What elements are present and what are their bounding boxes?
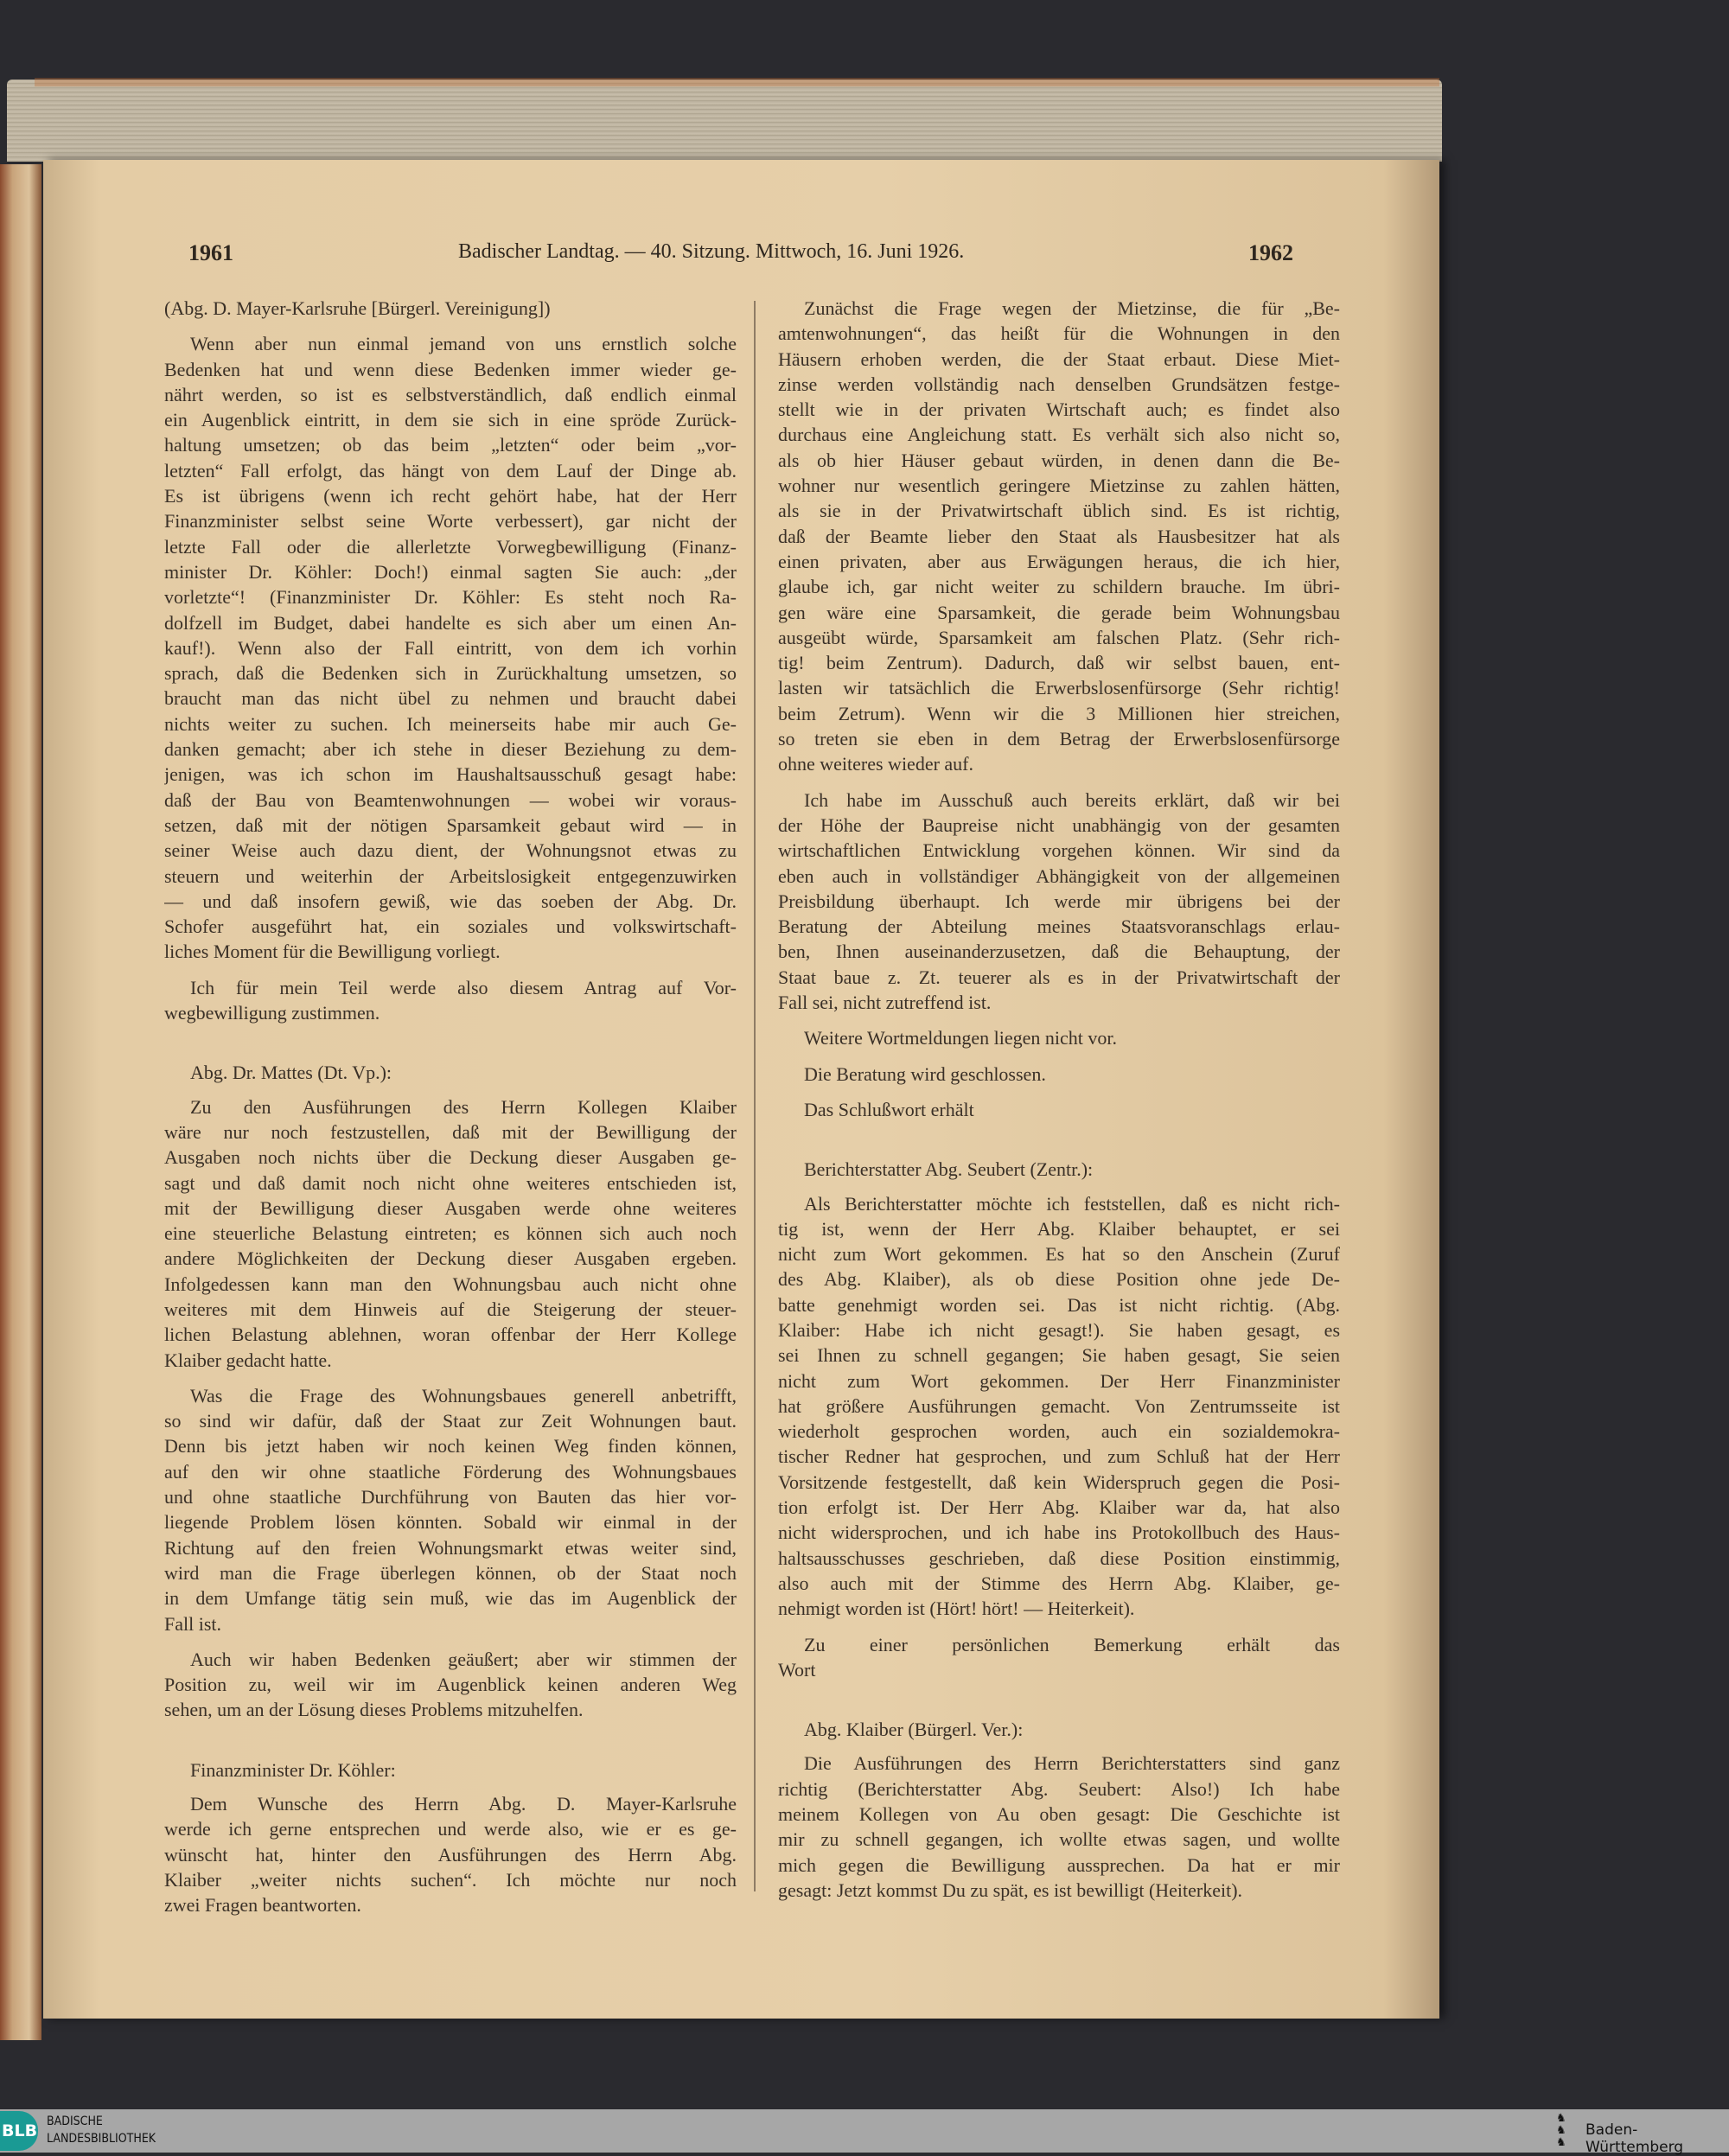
text-line: wünscht hat, hinter den Ausführungen des Herrn Abg.: [164, 1843, 737, 1866]
text-line: einen privaten, aber aus Erwägungen heraus, die ich hier,: [778, 550, 1340, 572]
text-line: wird man die Frage überlegen können, ob der Staat noch: [164, 1561, 737, 1584]
text-line: haltung umsetzen; ob das beim „letzten“ oder beim „vor-: [164, 434, 737, 456]
text-line: Klaiber gedacht hatte.: [164, 1349, 332, 1371]
book-page-stack: [7, 80, 1442, 162]
text-line: Klaiber „weiter nichts suchen“. Ich möchte nur noch: [164, 1868, 737, 1891]
text-line: Wenn aber nun einmal jemand von uns ernstlich solche: [190, 333, 737, 355]
text-line: Dem Wunsche des Herrn Abg. D. Mayer-Karlsruhe: [190, 1793, 737, 1815]
text-line: daß der Beamte lieber den Staat als Hausbesitzer hat als: [778, 525, 1340, 547]
text-line: Berichterstatter Abg. Seubert (Zentr.):: [804, 1158, 1094, 1181]
text-line: so sind wir dafür, daß der Staat zur Zeit Wohnungen baut.: [164, 1410, 737, 1432]
text-line: gen wäre eine Sparsamkeit, die gerade beim Wohnungsbau: [778, 601, 1340, 623]
text-line: Zu den Ausführungen des Herrn Kollegen Klaiber: [190, 1095, 737, 1118]
text-line: Zunächst die Frage wegen der Mietzinse, die für „Be-: [804, 297, 1340, 319]
text-line: tig ist, wenn der Herr Abg. Klaiber behauptet, er sei: [778, 1217, 1340, 1240]
text-line: Infolgedessen kann man den Wohnungsbau auch nicht ohne: [164, 1273, 737, 1295]
text-line: Position zu, weil wir im Augenblick keinen anderen Weg: [164, 1674, 737, 1696]
speaker-heading: [778, 1717, 1340, 1742]
speaker-continuation: [164, 296, 737, 321]
text-line: mir zu schnell gegangen, ich wollte etwas sagen, und wollte: [778, 1828, 1340, 1851]
text-line: Auch wir haben Bedenken geäußert; aber wir stimmen der: [190, 1648, 737, 1670]
speaker-heading: [164, 1757, 737, 1783]
text-line: so treten sie eben in dem Betrag der Erwerbslosenfürsorge: [778, 728, 1340, 750]
text-line: Häusern erhoben werden, die der Staat erbaut. Diese Miet-: [778, 348, 1340, 370]
text-line: meinem Kollegen von Au oben gesagt: Die Geschichte ist: [778, 1803, 1340, 1826]
library-name-line2: LANDESBIBLIOTHEK: [47, 2132, 156, 2146]
paragraph: [164, 1647, 737, 1723]
text-line: daß der Bau von Beamtenwohnungen — wobei wir voraus-: [164, 788, 737, 811]
text-line: Bedenken hat und wenn diese Bedenken immer wieder ge-: [164, 358, 737, 380]
text-line: ein Augenblick eintritt, in dem sie sich in eine spröde Zurück-: [164, 409, 737, 431]
paragraph: [778, 296, 1340, 777]
text-line: sehen, um an der Lösung dieses Problems mitzuhelfen.: [164, 1699, 584, 1721]
paragraph: [778, 1191, 1340, 1622]
text-line: stellt wie in der privaten Wirtschaft auch; es findet also: [778, 399, 1340, 421]
text-line: wiederholt gesprochen worden, auch ein sozialdemokra-: [778, 1420, 1340, 1443]
text-line: Finanzminister Dr. Köhler:: [190, 1758, 396, 1781]
text-line: Klaiber: Habe ich nicht gesagt!). Sie haben gesagt, es: [778, 1318, 1340, 1341]
paragraph: [778, 1025, 1340, 1050]
text-line: ausgeübt würde, Sparsamkeit am falschen Platz. (Sehr rich-: [778, 626, 1340, 648]
text-line: auf den wir ohne staatliche Förderung des Wohnungsbaues: [164, 1460, 737, 1483]
paragraph: [164, 1094, 737, 1373]
page-number-left: 1961: [188, 240, 233, 265]
text-line: nichts weiter zu suchen. Ich meinerseits habe mir auch Ge-: [164, 712, 737, 735]
text-line: als ob hier Häuser gebaut würden, in denen dann die Be-: [778, 449, 1340, 471]
text-line: letzten“ Fall erfolgt, das hängt von dem Lauf der Dinge ab.: [164, 459, 737, 482]
text-line: liches Moment für die Bewilligung vorliegt.: [164, 941, 501, 963]
text-line: Fall ist.: [164, 1612, 222, 1635]
text-line: Zu einer persönlichen Bemerkung erhält das: [804, 1633, 1340, 1655]
text-line: sei Ihnen zu schnell gegangen; Sie haben gesagt, Sie seien: [778, 1344, 1340, 1367]
text-line: Fall sei, nicht zutreffend ist.: [778, 992, 992, 1014]
text-line: lasten wir tatsächlich die Erwerbslosenfürsorge (Sehr richtig!: [778, 677, 1340, 699]
text-line: durchaus eine Angleichung statt. Es verhält sich also nicht so,: [778, 424, 1340, 446]
text-line: steuern und weiterhin der Arbeitslosigkeit entgegenzuwirken: [164, 864, 737, 887]
text-line: wäre nur noch festzustellen, daß mit der Bewilligung der: [164, 1120, 737, 1143]
text-line: nicht zum Wort gekommen. Der Herr Finanzminister: [778, 1369, 1340, 1392]
text-line: dolfzell im Budget, dabei handelte es sich aber um einen An-: [164, 611, 737, 634]
book-edge: [35, 78, 1439, 86]
text-line: Beratung der Abteilung meines Staatsvoranschlags erlau-: [778, 915, 1340, 938]
text-line: Ich für mein Teil werde also diesem Antrag auf Vor-: [190, 976, 737, 998]
speaker-heading: [778, 1157, 1340, 1182]
text-line: Abg. Dr. Mattes (Dt. Vp.):: [190, 1062, 392, 1084]
text-line: ben, Ihnen auseinanderzusetzen, daß die Behauptung, der: [778, 941, 1340, 963]
blb-logo[interactable]: BLB: [0, 2111, 38, 2151]
speaker-heading: [164, 1060, 737, 1085]
text-line: Das Schlußwort erhält: [804, 1098, 974, 1120]
text-line: wohner nur wesentlich geringere Mietzinse zu zahlen hätten,: [778, 475, 1340, 497]
state-coat-of-arms-icon: ♞ ♞ ♞: [1556, 2112, 1566, 2149]
text-line: vorletzte“! (Finanzminister Dr. Köhler: Es steht noch Ra-: [164, 586, 737, 609]
paragraph: [778, 1062, 1340, 1087]
page-number-right: 1962: [1248, 240, 1293, 265]
text-line: der Höhe der Baupreise nicht unabhängig von der gesamten: [778, 813, 1340, 836]
text-line: eben auch in vollständiger Abhängigkeit von der allgemeinen: [778, 864, 1340, 887]
text-line: Es ist übrigens (wenn ich recht gehört habe, hat der Herr: [164, 485, 737, 507]
text-line: Ich habe im Ausschuß auch bereits erklärt, daß wir bei: [804, 788, 1340, 811]
text-line: braucht man das nicht übel zu nehmen und braucht dabei: [164, 687, 737, 710]
text-line: nicht widersprochen, und ich habe ins Protokollbuch des Haus-: [778, 1521, 1340, 1544]
paragraph: [778, 788, 1340, 1016]
text-line: Schofer ausgeführt hat, ein soziales und volkswirtschaft-: [164, 915, 737, 938]
text-line: Als Berichterstatter möchte ich feststellen, daß es nicht rich-: [804, 1192, 1340, 1215]
text-line: in dem Umfange tätig sein muß, wie das im Augenblick der: [164, 1587, 737, 1610]
text-line: seiner Weise auch dazu dient, der Wohnungsnot etwas zu: [164, 839, 737, 862]
text-line: Ausgaben noch nichts über die Deckung dieser Ausgaben ge-: [164, 1146, 737, 1169]
text-line: sagt und daß damit noch nicht ohne weiteres entschieden ist,: [164, 1171, 737, 1194]
text-line: andere Möglichkeiten der Deckung dieser Ausgaben ergeben.: [164, 1247, 737, 1270]
text-line: mich gegen die Bewilligung aussprechen. Da hat er mir: [778, 1853, 1340, 1876]
text-line: Abg. Klaiber (Bürgerl. Ver.):: [804, 1719, 1024, 1741]
library-name-line1: BADISCHE: [47, 2115, 103, 2128]
paragraph: [164, 331, 737, 964]
text-line: weiteres mit dem Hinweis auf die Steigerung der steuer-: [164, 1298, 737, 1320]
paragraph: [778, 1632, 1340, 1683]
state-logo-text[interactable]: Baden-Württemberg: [1585, 2121, 1684, 2156]
text-line: Die Ausführungen des Herrn Berichterstatters sind ganz: [804, 1752, 1340, 1775]
text-line: Weitere Wortmeldungen liegen nicht vor.: [804, 1027, 1118, 1049]
left-page-edge: [0, 164, 41, 2040]
text-line: — und daß insofern gewiß, wie das soeben der Abg. Dr.: [164, 890, 737, 912]
text-line: also auch mit der Stimme des Herrn Abg. Klaiber, ge-: [778, 1572, 1340, 1594]
text-line: Staat baue z. Zt. teuerer als es in der Privatwirtschaft der: [778, 966, 1340, 988]
left-column: [164, 296, 737, 1929]
text-line: letzte Fall oder die allerletzte Vorwegbewilligung (Finanz-: [164, 535, 737, 558]
text-line: Was die Frage des Wohnungsbaues generell anbetrifft,: [190, 1384, 737, 1407]
text-line: tig! beim Zentrum). Dadurch, daß wir selbst bauen, ent-: [778, 652, 1340, 674]
text-line: beim Zetrum). Wenn wir die 3 Millionen hier streichen,: [778, 702, 1340, 724]
text-line: amtenwohnungen“, das heißt für die Wohnungen in den: [778, 322, 1340, 345]
text-line: wegbewilligung zustimmen.: [164, 1002, 380, 1024]
text-line: eine steuerliche Belastung eintreten; es können sich auch noch: [164, 1222, 737, 1245]
text-line: zwei Fragen beantworten.: [164, 1894, 361, 1917]
text-line: haltsausschusses geschrieben, daß diese Position einstimmig,: [778, 1547, 1340, 1569]
text-line: ohne weiteres wieder auf.: [778, 753, 974, 775]
text-line: gesagt: Jetzt kommst Du zu spät, es ist bewilligt (Heiterkeit).: [778, 1879, 1243, 1901]
text-line: und ohne staatliche Durchführung von Bauten das hier vor-: [164, 1486, 737, 1509]
text-line: (Abg. D. Mayer-Karlsruhe [Bürgerl. Vereinigung]): [164, 297, 551, 319]
running-title: Badischer Landtag. — 40. Sitzung. Mittwoch, 16. Juni 1926.: [458, 240, 965, 263]
text-line: tischer Redner hat gesprochen, und zum Schluß hat der Herr: [778, 1445, 1340, 1468]
text-line: liegende Problem lösen könnten. Sobald wir einmal in der: [164, 1511, 737, 1534]
column-divider: [754, 301, 756, 1891]
text-line: Richtung auf den freien Wohnungsmarkt etwas weiter sind,: [164, 1536, 737, 1559]
text-line: nährt werden, so ist es selbstverständlich, daß endlich einmal: [164, 383, 737, 405]
text-line: Preisbildung überhaupt. Ich werde mir übrigens bei der: [778, 890, 1340, 912]
text-line: Die Beratung wird geschlossen.: [804, 1062, 1046, 1085]
text-line: kauf!). Wenn also der Fall eintritt, von dem ich vorhin: [164, 636, 737, 659]
text-line: nicht zum Wort gekommen. Es hat so den Anschein (Zuruf: [778, 1243, 1340, 1266]
text-line: tion erfolgt ist. Der Herr Abg. Klaiber war da, hat also: [778, 1496, 1340, 1519]
text-line: setzen, daß mit der nötigen Sparsamkeit gebaut wird — in: [164, 813, 737, 836]
text-line: zinse werden vollständig nach denselben Grundsätzen festge-: [778, 373, 1340, 395]
right-column: [778, 296, 1340, 1913]
text-line: werde ich gerne entsprechen und werde also, wie er es ge-: [164, 1818, 737, 1840]
text-line: batte genehmigt worden sei. Das ist nicht richtig. (Abg.: [778, 1293, 1340, 1316]
text-line: lichen Belastung ablehnen, woran offenbar der Herr Kollege: [164, 1324, 737, 1346]
text-line: des Abg. Klaiber), als ob diese Position ohne jede De-: [778, 1268, 1340, 1291]
text-line: jenigen, was ich schon im Haushaltsausschuß gesagt habe:: [164, 763, 737, 786]
paragraph: [164, 975, 737, 1026]
text-line: hat größere Ausführungen gemacht. Von Zentrumsseite ist: [778, 1394, 1340, 1417]
text-line: Denn bis jetzt haben wir noch keinen Weg finden können,: [164, 1435, 737, 1458]
text-line: minister Dr. Köhler: Doch!) einmal sagten Sie auch: „der: [164, 560, 737, 583]
text-line: als sie in der Privatwirtschaft üblich sind. Es ist richtig,: [778, 500, 1340, 522]
text-line: Vorsitzende festgestellt, daß kein Widerspruch gegen die Posi-: [778, 1470, 1340, 1493]
text-line: nehmigt worden ist (Hört! hört! — Heiterkeit).: [778, 1598, 1135, 1620]
text-line: sprach, daß die Bedenken sich in Zurückhaltung umsetzen, so: [164, 662, 737, 685]
paragraph: [778, 1751, 1340, 1903]
paragraph: [164, 1791, 737, 1917]
text-line: Wort: [778, 1658, 816, 1681]
text-line: glaube ich, gar nicht weiter zu schildern brauche. Im übri-: [778, 576, 1340, 598]
text-line: danken gemacht; aber ich stehe in dieser Beziehung zu dem-: [164, 738, 737, 761]
footer-bar: [0, 2109, 1729, 2153]
paragraph: [778, 1097, 1340, 1122]
text-line: wirtschaftlichen Entwicklung vorgehen können. Wir sind da: [778, 839, 1340, 862]
text-line: richtig (Berichterstatter Abg. Seubert: Also!) Ich habe: [778, 1777, 1340, 1800]
text-line: Finanzminister selbst seine Worte verbessert), gar nicht der: [164, 510, 737, 533]
paragraph: [164, 1383, 737, 1636]
text-line: mit der Bewilligung dieser Ausgaben werde ohne weiteres: [164, 1196, 737, 1219]
